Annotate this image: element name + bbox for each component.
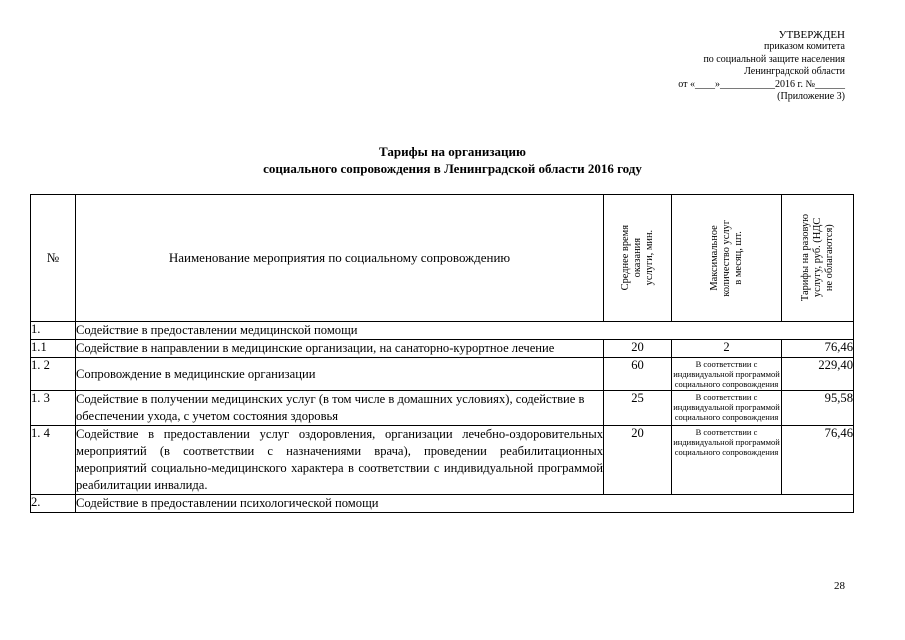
table-row	[31, 425, 854, 494]
title-line-2: социального сопровождения в Ленинградской области 2016 году	[263, 161, 642, 176]
row-number: 1. 2	[31, 358, 76, 391]
tariffs-table	[30, 194, 854, 513]
title-line-1: Тарифы на организацию	[379, 144, 526, 159]
approval-line-region: Ленинградской области	[744, 66, 845, 78]
row-number: 1. 4	[31, 425, 76, 494]
row-count: В соответствии с индивидуальной программой социального сопровождения	[672, 390, 782, 425]
approval-line-date: от «____»___________2016 г. №______	[678, 78, 845, 90]
section-title: Содействие в предоставлении психологической помощи	[76, 494, 854, 512]
row-name: Содействие в получении медицинских услуг (в том числе в домашних условиях), содействие в обеспечении ухода, с учетом состояния здоровья	[76, 390, 604, 425]
row-name: Содействие в направлении в медицинские организации, на санаторно-курортное лечение	[76, 340, 604, 358]
table-section-row	[31, 494, 854, 512]
header-time	[604, 195, 672, 322]
header-tariff-label: Тарифы на разовую услугу, руб. (НДС не облагаются)	[799, 214, 835, 302]
approval-heading: УТВЕРЖДЕН	[778, 29, 845, 41]
row-number: 1.	[31, 322, 76, 340]
row-time: 20	[604, 425, 672, 494]
row-time: 20	[604, 340, 672, 358]
row-tariff: 76,46	[782, 340, 854, 358]
approval-line-appendix: (Приложение 3)	[777, 91, 845, 103]
row-count: 2	[672, 340, 782, 358]
row-number: 1.1	[31, 340, 76, 358]
approval-line-committee: по социальной защите населения	[703, 53, 845, 65]
table-row	[31, 358, 854, 391]
approval-block	[678, 29, 845, 103]
header-tariff	[782, 195, 854, 322]
document-title	[0, 143, 905, 177]
row-name: Сопровождение в медицинские организации	[76, 358, 604, 391]
row-count: В соответствии с индивидуальной программой социального сопровождения	[673, 359, 780, 390]
page-number: 28	[834, 580, 845, 592]
table-section-row	[31, 322, 854, 340]
section-title: Содействие в предоставлении медицинской помощи	[76, 322, 854, 340]
row-number: 1. 3	[31, 390, 76, 425]
approval-line-order: приказом комитета	[764, 41, 845, 53]
table-row	[31, 340, 854, 358]
row-time: 60	[604, 358, 672, 391]
row-tariff: 229,40	[782, 358, 854, 391]
header-time-label: Среднее время оказания услуги, мин.	[619, 225, 655, 291]
table-header-row	[31, 195, 854, 322]
header-name: Наименование мероприятия по социальному сопровождению	[76, 195, 604, 322]
row-name: Содействие в предоставлении услуг оздоровления, организации лечебно-оздоровительных мероприятий (в соответствии с назначениями врача), проведении реабилитационных мероприятий социально-медицинского характера в соответствии с индивидуальной программой реабилитации инвалида.	[76, 425, 604, 494]
row-time: 25	[604, 390, 672, 425]
row-tariff: 76,46	[782, 425, 854, 494]
row-number: 2.	[31, 494, 76, 512]
row-tariff: 95,58	[782, 390, 854, 425]
row-count: В соответствии с индивидуальной программой социального сопровождения	[672, 425, 782, 494]
header-count-label: Максимальное количество услуг в месяц, шт.	[708, 219, 744, 297]
table-row	[31, 390, 854, 425]
header-number: №	[31, 195, 76, 322]
header-count	[672, 195, 782, 322]
